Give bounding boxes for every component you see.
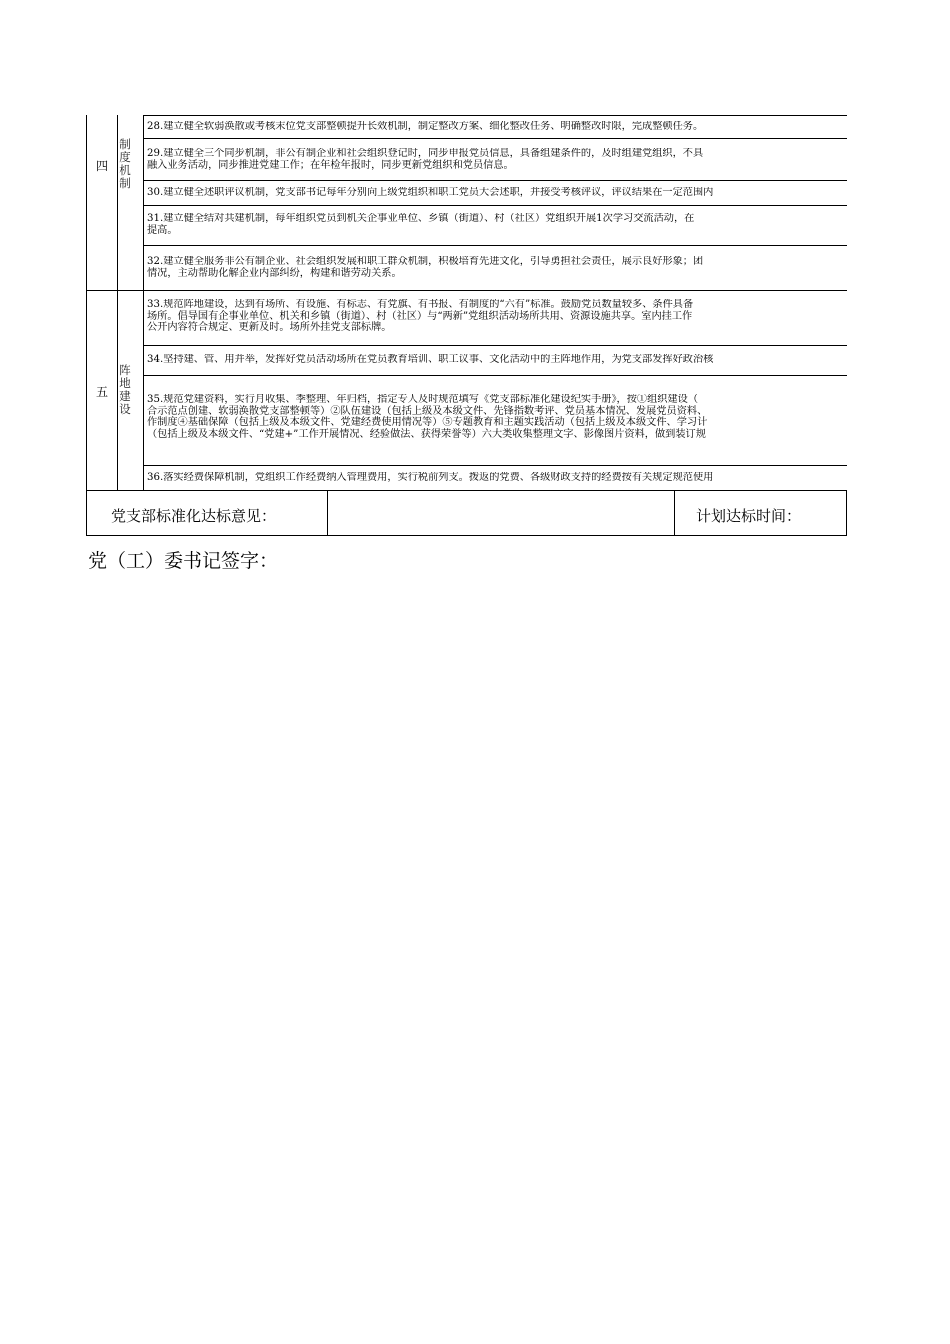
list-item — [147, 213, 846, 236]
section-number: 四 — [95, 159, 108, 173]
list-item — [147, 299, 846, 334]
row-line — [143, 180, 847, 181]
list-item — [147, 148, 846, 171]
item-text-line: 情况，主动帮助化解企业内部纠纷，构建和谐劳动关系。 — [147, 267, 402, 279]
list-item — [147, 354, 846, 366]
item-text-line: 33.规范阵地建设，达到有场所、有设施、有标志、有党旗、有书报、有制度的“六有”标准。鼓励党员数量较多、条件具备 — [147, 299, 694, 310]
footer-divider-2 — [674, 490, 675, 536]
item-text-line: 34.坚持建、管、用并举，发挥好党员活动场所在党员教育培训、职工议事、文化活动中的主阵地作用，为党支部发挥好政治核 — [147, 354, 714, 365]
list-item — [147, 394, 846, 440]
item-text-line: 35.规范党建资料，实行月收集、季整理、年归档，指定专人及时规范填写《党支部标准化建设纪实手册》，按①组织建设（ — [147, 394, 699, 405]
section-line — [86, 290, 847, 291]
item-text-line: （包括上级及本级文件、“党建+”工作开展情况、经验做法、获得荣誉等）六大类收集整理文字、影像图片资料，做到装订规 — [147, 428, 706, 440]
row-line — [143, 138, 847, 139]
row-line — [143, 345, 847, 346]
row-line — [143, 375, 847, 376]
row-line — [143, 115, 847, 116]
item-text-line: 合示范点创建、软弱涣散党支部整顿等）②队伍建设（包括上级及本级文件、先锋指数考评、党员基本情况、发展党员资料、 — [147, 405, 708, 417]
item-text-line: 32.建立健全服务非公有制企业、社会组织发展和职工群众机制，积极培育先进文化，引导勇担社会责任，展示良好形象；团 — [147, 256, 704, 267]
list-item — [147, 472, 846, 484]
item-text-line: 36.落实经费保障机制，党组织工作经费纳入管理费用，实行税前列支。拨返的党费、各级财政支持的经费按有关规定规范使用 — [147, 472, 714, 483]
table-border-right — [846, 490, 847, 536]
row-line — [143, 245, 847, 246]
plan-time-field[interactable] — [808, 491, 846, 535]
section-category: 制度机制 — [119, 137, 131, 190]
section-category: 阵地建设 — [119, 363, 131, 416]
item-text-line: 28.建立健全软弱涣散或考核末位党支部整顿提升长效机制，制定整改方案、细化整改任务、明确整改时限，完成整顿任务。 — [147, 121, 704, 132]
item-text-line: 公开内容符合规定、更新及时。场所外挂党支部标牌。 — [147, 322, 392, 333]
plan-time-label: 计划达标时间： — [696, 507, 802, 525]
row-line — [143, 205, 847, 206]
item-text-line: 作制度④基础保障（包括上级及本级文件、党建经费使用情况等）⑤专题教育和主题实践活动（包括上级及本级文件、学习计 — [147, 417, 708, 428]
item-text-line: 29.建立健全三个同步机制，非公有制企业和社会组织登记时，同步申报党员信息，具备组建条件的，及时组建党组织，不具 — [147, 148, 704, 159]
row-line — [143, 465, 847, 466]
item-text-line: 31.建立健全结对共建机制，每年组织党员到机关企事业单位、乡镇（街道）、村（社区）党组织开展1次学习交流活动，在 — [147, 213, 695, 224]
item-text-line: 30.建立健全述职评议机制，党支部书记每年分别向上级党组织和职工党员大会述职，并接受考核评议，评议结果在一定范围内 — [147, 187, 714, 198]
list-item — [147, 187, 846, 199]
item-text-line: 融入业务活动，同步推进党建工作；在年检年报时，同步更新党组织和党员信息。 — [147, 159, 514, 171]
opinion-field[interactable] — [328, 491, 674, 535]
item-text-line: 提高。 — [147, 224, 178, 236]
section-number: 五 — [95, 385, 108, 399]
opinion-label: 党支部标准化达标意见： — [111, 507, 277, 525]
secretary-signature-label: 党（工）委书记签字： — [88, 550, 279, 572]
table-border-left — [86, 115, 87, 536]
list-item — [147, 256, 846, 279]
item-text-line: 场所。倡导国有企事业单位、机关和乡镇（街道）、村（社区）与“两新”党组织活动场所共用、资源设施共享。室内挂工作 — [147, 310, 693, 322]
table-divider-category — [143, 115, 144, 491]
list-item — [147, 121, 846, 133]
footer-line-bottom — [86, 535, 847, 536]
